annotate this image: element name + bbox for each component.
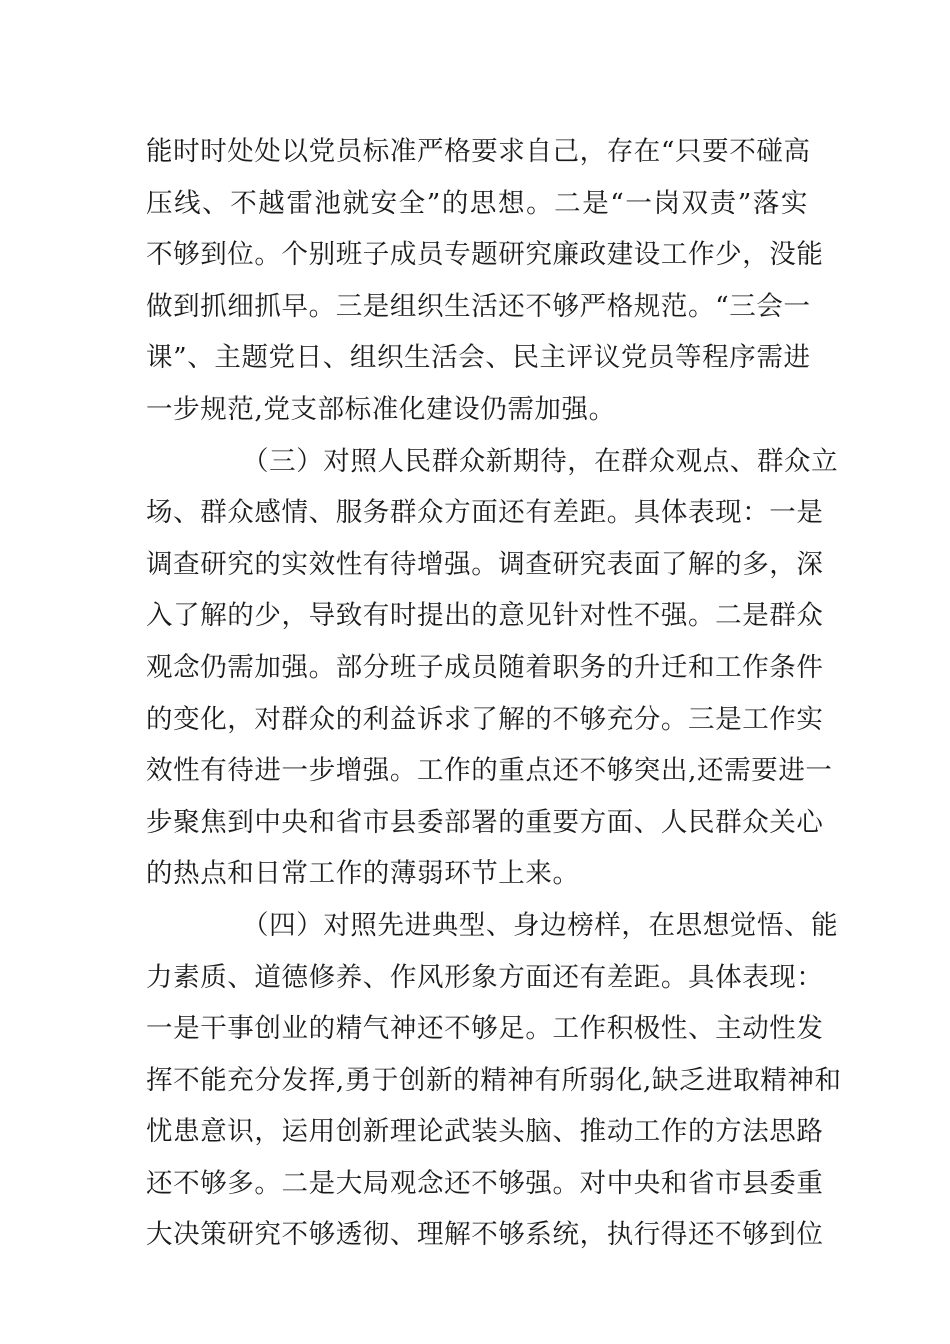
text-line: 挥不能充分发挥,勇于创新的精神有所弱化,缺乏进取精神和: [146, 1064, 842, 1096]
text-line: 压线、不越雷池就安全”的思想。二是“一岗双责”落实: [146, 187, 808, 219]
text-line: 还不够多。二是大局观念还不够强。对中央和省市县委重: [146, 1167, 824, 1199]
text-line: 力素质、道德修养、作风形象方面还有差距。具体表现：: [146, 961, 824, 993]
text-line: 的热点和日常工作的薄弱环节上来。: [146, 858, 580, 890]
body-text: [146, 126, 842, 1261]
text-line: 能时时处处以党员标准严格要求自己，存在“只要不碰高: [146, 136, 811, 167]
paragraph-3: [146, 900, 842, 1261]
text-line: 入了解的少，导致有时提出的意见针对性不强。二是群众: [146, 600, 824, 632]
text-line: 不够到位。个别班子成员专题研究廉政建设工作少，没能: [146, 239, 824, 271]
text-line: 场、群众感情、服务群众方面还有差距。具体表现：一是: [146, 497, 824, 529]
paragraph-1: [146, 126, 824, 436]
text-line: 做到抓细抓早。三是组织生活还不够严格规范。“三会一: [146, 290, 811, 322]
text-line: 步聚焦到中央和省市县委部署的重要方面、人民群众关心: [146, 806, 824, 838]
text-line: （四）对照先进典型、身边榜样，在思想觉悟、能: [242, 909, 839, 941]
text-line: 忧患意识，运用创新理论武装头脑、推动工作的方法思路: [146, 1116, 824, 1148]
text-line: 大决策研究不够透彻、理解不够系统，执行得还不够到位: [146, 1219, 824, 1251]
text-line: （三）对照人民群众新期待，在群众观点、群众立: [242, 445, 839, 477]
text-line: 的变化，对群众的利益诉求了解的不够充分。三是工作实: [146, 703, 824, 735]
text-line: 一步规范,党支部标准化建设仍需加强。: [146, 393, 616, 425]
text-line: 调查研究的实效性有待增强。调查研究表面了解的多，深: [146, 548, 824, 580]
paragraph-2: [146, 436, 839, 900]
text-line: 效性有待进一步增强。工作的重点还不够突出,还需要进一: [146, 755, 833, 787]
text-line: 一是干事创业的精气神还不够足。工作积极性、主动性发: [146, 1013, 824, 1045]
text-line: 课”、主题党日、组织生活会、民主评议党员等程序需进: [146, 342, 811, 374]
text-line: 观念仍需加强。部分班子成员随着职务的升迁和工作条件: [146, 651, 824, 683]
